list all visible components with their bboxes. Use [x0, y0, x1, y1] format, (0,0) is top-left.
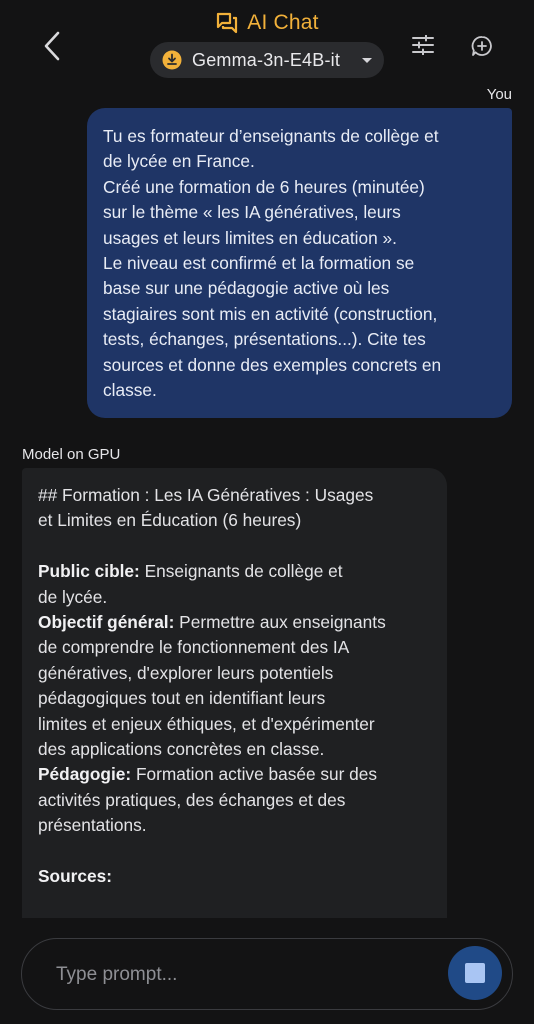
model-selector[interactable]	[150, 42, 384, 78]
page-title: AI Chat	[247, 11, 319, 34]
new-chat-button[interactable]	[464, 28, 500, 64]
spacer	[38, 534, 437, 559]
prompt-box	[21, 938, 513, 1010]
sources-line	[38, 864, 437, 889]
spacer	[38, 839, 437, 864]
model-message-bubble	[22, 468, 447, 918]
pedagogie-text: Formation active basée sur des	[131, 764, 378, 785]
sources-label: Sources:	[38, 866, 112, 887]
prompt-input[interactable]	[54, 939, 438, 1010]
public-cible-text: Enseignants de collège et	[139, 561, 343, 582]
objectif-line	[38, 610, 437, 635]
stop-icon	[465, 963, 485, 983]
response-heading-line: et Limites en Éducation (6 heures)	[38, 510, 302, 531]
model-name: Gemma-3n-E4B-it	[192, 49, 341, 70]
user-label: You	[486, 86, 512, 103]
user-message-text: Tu es formateur d’enseignants de collège et de lycée en France. Créé une formation de 6 heures (minutée) sur le thème « les IA génératives, leurs usages et leurs limites en éducation ». Le niveau est confirmé et la formation se base sur une pédagogie active où les stagiaires sont mis en activité (construction, tests, échanges, présentations...). Cite tes sources et donne des exemples concrets en classe.	[103, 126, 442, 401]
objectif-label: Objectif général:	[38, 612, 175, 633]
public-cible-label: Public cible:	[38, 561, 140, 582]
pedagogie-line	[38, 762, 437, 787]
chat-bubbles-icon	[215, 11, 239, 35]
response-line: présentations.	[38, 815, 147, 836]
tune-icon	[412, 35, 434, 55]
header-title	[0, 8, 534, 38]
download-icon	[162, 50, 182, 70]
tune-button[interactable]	[406, 28, 440, 62]
response-line: de lycée.	[38, 586, 108, 607]
response-heading-line: ## Formation : Les IA Génératives : Usages	[38, 485, 374, 505]
public-cible-line	[38, 559, 437, 584]
response-line: génératives, d'explorer leurs potentiels	[38, 662, 334, 683]
new-chat-icon	[471, 35, 493, 57]
user-message-bubble	[87, 108, 512, 418]
pedagogie-label: Pédagogie:	[38, 764, 132, 785]
response-line: activités pratiques, des échanges et des	[38, 789, 346, 810]
objectif-text: Permettre aux enseignants	[174, 612, 386, 633]
stop-button[interactable]	[448, 946, 502, 1000]
response-line: des applications concrètes en classe.	[38, 739, 325, 760]
response-line: pédagogiques tout en identifiant leurs	[38, 688, 326, 709]
model-label: Model on GPU	[22, 446, 121, 463]
response-line: limites et enjeux éthiques, et d'expérimenter	[38, 713, 375, 734]
response-line: de comprendre le fonctionnement des IA	[38, 637, 350, 658]
chevron-down-icon	[362, 58, 372, 63]
